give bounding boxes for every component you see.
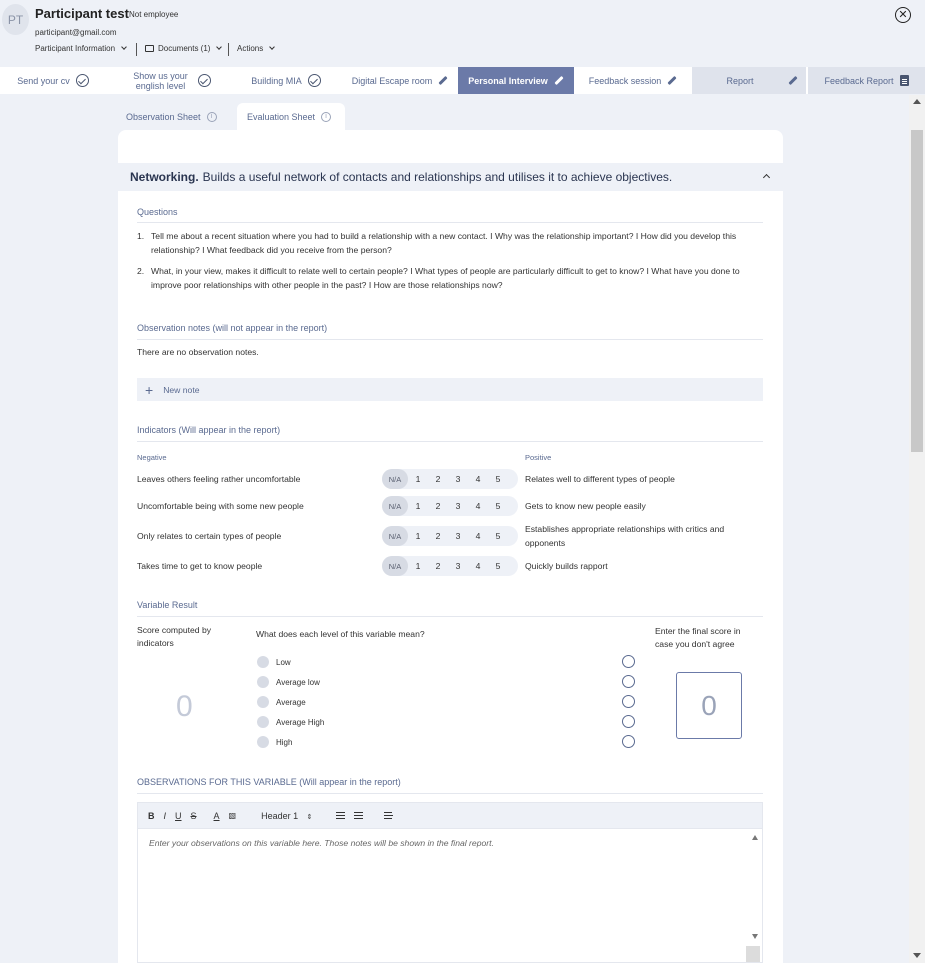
step-label: Feedback Report	[824, 75, 894, 86]
step-send-cv[interactable]	[0, 67, 106, 94]
positive-label: Positive	[525, 453, 552, 462]
step-feedback-session[interactable]	[576, 67, 690, 94]
avatar: PT	[2, 4, 29, 35]
indicator-positive: Establishes appropriate relationships with critics and opponents	[525, 524, 725, 548]
bold-button[interactable]: B	[148, 810, 155, 821]
bullet-list-icon[interactable]	[354, 812, 363, 819]
rating-1[interactable]: 1	[415, 561, 421, 571]
rating-na[interactable]: N/A	[382, 469, 408, 489]
step-label: Personal Interview	[468, 75, 548, 86]
rating-na[interactable]: N/A	[382, 496, 408, 516]
divider	[137, 441, 763, 442]
rating-4[interactable]: 4	[475, 531, 481, 541]
info-icon[interactable]: i	[207, 112, 217, 122]
rating-4[interactable]: 4	[475, 561, 481, 571]
pencil-icon	[788, 76, 797, 85]
menu-divider	[228, 43, 229, 56]
indicator-row	[137, 555, 763, 577]
rating-3[interactable]: 3	[455, 501, 461, 511]
rating-na[interactable]: N/A	[382, 526, 408, 546]
header-select[interactable]	[261, 811, 312, 821]
chevron-up-icon[interactable]	[763, 174, 770, 181]
step-label: Send your cv	[17, 75, 70, 86]
computed-score-label: Score computed by indicators	[137, 625, 212, 648]
step-english-level[interactable]	[116, 67, 224, 94]
step-label: Report	[726, 75, 754, 86]
divider	[137, 222, 763, 223]
rating-5[interactable]: 5	[495, 531, 501, 541]
rating-scale	[382, 469, 518, 489]
question-text: What, in your view, makes it difficult to relate well to certain people? I What types of people are particularly difficult to get to know? I What have you done to improve poor relationships with other people in the past? I How are those relationships now?	[151, 266, 740, 290]
rating-4[interactable]: 4	[475, 501, 481, 511]
font-color-button[interactable]: A	[213, 810, 220, 821]
scroll-down-icon[interactable]	[913, 953, 921, 958]
observations-editor[interactable]	[137, 829, 763, 963]
step-digital-escape-room[interactable]	[344, 67, 456, 94]
level-dot	[257, 656, 269, 668]
actions-label: Actions	[237, 44, 264, 53]
align-left-icon[interactable]	[384, 812, 392, 819]
indicators-title: Indicators (Will appear in the report)	[137, 425, 281, 435]
evaluation-card	[118, 130, 783, 963]
tab-label: Observation Sheet	[126, 111, 201, 122]
step-label: Feedback session	[588, 75, 662, 86]
actions-menu[interactable]	[237, 44, 274, 53]
level-radio-average-low[interactable]	[622, 675, 635, 688]
rating-1[interactable]: 1	[415, 531, 421, 541]
scroll-down-icon[interactable]	[752, 934, 758, 939]
divider	[137, 339, 763, 340]
question-item	[137, 264, 763, 292]
divider	[137, 793, 763, 794]
indicator-row	[137, 468, 763, 490]
competency-description: Builds a useful network of contacts and relationships and utilises it to achieve objectives.	[202, 170, 673, 184]
indicator-negative: Uncomfortable being with some new people	[137, 501, 304, 511]
rating-3[interactable]: 3	[455, 561, 461, 571]
indicator-positive: Gets to know new people easily	[525, 501, 646, 511]
level-label: Low	[276, 657, 291, 667]
indicator-negative: Leaves others feeling rather uncomfortable	[137, 474, 301, 484]
observation-notes-empty: There are no observation notes.	[137, 347, 259, 357]
question-number: 2.	[137, 266, 145, 276]
resize-handle[interactable]	[746, 946, 760, 962]
competency-name: Networking.	[130, 170, 199, 184]
step-label: Building MIA	[251, 75, 302, 86]
step-label: Digital Escape room	[351, 75, 433, 86]
final-score-label: Enter the final score in case you don't agree	[655, 626, 741, 649]
participant-name: Participant test	[35, 6, 129, 21]
scroll-up-icon[interactable]	[752, 835, 758, 840]
rating-5[interactable]: 5	[495, 501, 501, 511]
participant-email: participant@gmail.com	[35, 28, 117, 37]
step-feedback-report[interactable]	[808, 67, 925, 94]
indicator-positive: Relates well to different types of people	[525, 474, 675, 484]
indicator-row	[137, 525, 763, 547]
level-radio-average-high[interactable]	[622, 715, 635, 728]
plus-icon: +	[145, 381, 154, 398]
level-label: Average low	[276, 677, 320, 687]
computed-score-value: 0	[176, 690, 193, 723]
select-arrows-icon: ⇕	[306, 813, 313, 821]
question-number: 1.	[137, 231, 145, 241]
documents-menu[interactable]	[145, 44, 221, 53]
rating-5[interactable]: 5	[495, 561, 501, 571]
rating-scale	[382, 526, 518, 546]
indicator-negative: Only relates to certain types of people	[137, 531, 282, 541]
question-text: Tell me about a recent situation where you had to build a relationship with a new contact. I Why was the relationship important? I How did you develop this relationship? I What feedback did you receive from the person?	[151, 231, 737, 255]
divider	[137, 616, 763, 617]
level-radio-average[interactable]	[622, 695, 635, 708]
level-item	[257, 675, 320, 689]
rating-na[interactable]: N/A	[382, 556, 408, 576]
rating-scale	[382, 556, 518, 576]
menu-divider	[136, 43, 137, 56]
rating-scale	[382, 496, 518, 516]
close-icon: ✕	[898, 8, 908, 21]
levels-question: What does each level of this variable mean?	[256, 629, 425, 639]
editor-placeholder: Enter your observations on this variable here. Those notes will be shown in the final report.	[149, 838, 494, 848]
observations-title: OBSERVATIONS FOR THIS VARIABLE (Will appear in the report)	[137, 777, 401, 787]
check-circle-icon	[308, 74, 321, 87]
participant-info-menu[interactable]	[35, 44, 126, 53]
tab-label: Evaluation Sheet	[247, 111, 316, 122]
step-building-mia[interactable]	[236, 67, 336, 94]
question-item	[137, 229, 763, 257]
rating-2[interactable]: 2	[435, 531, 441, 541]
indicator-negative: Takes time to get to know people	[137, 561, 263, 571]
level-dot	[257, 736, 269, 748]
check-circle-icon	[198, 74, 211, 87]
rating-1[interactable]: 1	[415, 501, 421, 511]
pencil-icon	[554, 76, 563, 85]
questions-title: Questions	[137, 207, 178, 217]
editor-toolbar	[137, 802, 763, 829]
header-select-value: Header 1	[261, 810, 299, 821]
level-label: High	[276, 737, 293, 747]
level-dot	[257, 716, 269, 728]
variable-result-title: Variable Result	[137, 600, 198, 610]
rating-4[interactable]: 4	[475, 474, 481, 484]
strikethrough-button[interactable]: S	[190, 810, 197, 821]
underline-button[interactable]: U	[175, 810, 182, 821]
tab-observation-sheet[interactable]	[116, 103, 227, 130]
background-color-icon[interactable]: ▧	[228, 811, 237, 820]
level-item	[257, 715, 324, 729]
level-dot	[257, 676, 269, 688]
participant-info-label: Participant Information	[35, 44, 116, 53]
document-icon	[900, 75, 909, 86]
pencil-icon	[668, 76, 677, 85]
tab-evaluation-sheet[interactable]	[237, 103, 345, 130]
level-radio-low[interactable]	[622, 655, 635, 668]
close-button[interactable]	[895, 7, 911, 23]
step-report[interactable]	[692, 67, 806, 94]
process-steps-bar	[0, 67, 925, 94]
ordered-list-icon[interactable]	[336, 812, 345, 819]
italic-button[interactable]: I	[163, 810, 167, 821]
level-label: Average High	[276, 717, 325, 727]
step-personal-interview[interactable]	[458, 67, 574, 94]
rating-2[interactable]: 2	[435, 501, 441, 511]
pencil-icon	[439, 76, 448, 85]
info-icon[interactable]: i	[321, 112, 331, 122]
employment-status: Not employee	[129, 10, 179, 19]
new-note-button[interactable]	[137, 378, 763, 401]
rating-5[interactable]: 5	[495, 474, 501, 484]
chevron-down-icon	[121, 44, 127, 50]
indicator-positive: Quickly builds rapport	[525, 561, 608, 571]
level-dot	[257, 696, 269, 708]
scroll-thumb[interactable]	[911, 130, 923, 452]
chevron-down-icon	[217, 44, 223, 50]
folder-icon	[145, 45, 154, 52]
scroll-up-icon[interactable]	[913, 99, 921, 104]
participant-header	[0, 0, 925, 67]
step-label: Show us your english level	[133, 70, 188, 91]
negative-label: Negative	[137, 453, 167, 462]
level-item	[257, 735, 292, 749]
chevron-down-icon	[269, 44, 275, 50]
indicator-row	[137, 495, 763, 517]
rating-3[interactable]: 3	[455, 474, 461, 484]
page-scrollbar[interactable]	[909, 95, 925, 963]
level-item	[257, 655, 291, 669]
competency-header[interactable]	[118, 163, 783, 191]
level-radio-high[interactable]	[622, 735, 635, 748]
new-note-label: New note	[163, 384, 200, 395]
rating-1[interactable]: 1	[415, 474, 421, 484]
rating-3[interactable]: 3	[455, 531, 461, 541]
documents-label: Documents (1)	[158, 44, 211, 53]
level-label: Average	[276, 697, 306, 707]
observation-notes-title: Observation notes (will not appear in the report)	[137, 323, 328, 333]
final-score-input[interactable]: 0	[676, 672, 742, 739]
level-item	[257, 695, 306, 709]
check-circle-icon	[76, 74, 89, 87]
rating-2[interactable]: 2	[435, 474, 441, 484]
rating-2[interactable]: 2	[435, 561, 441, 571]
